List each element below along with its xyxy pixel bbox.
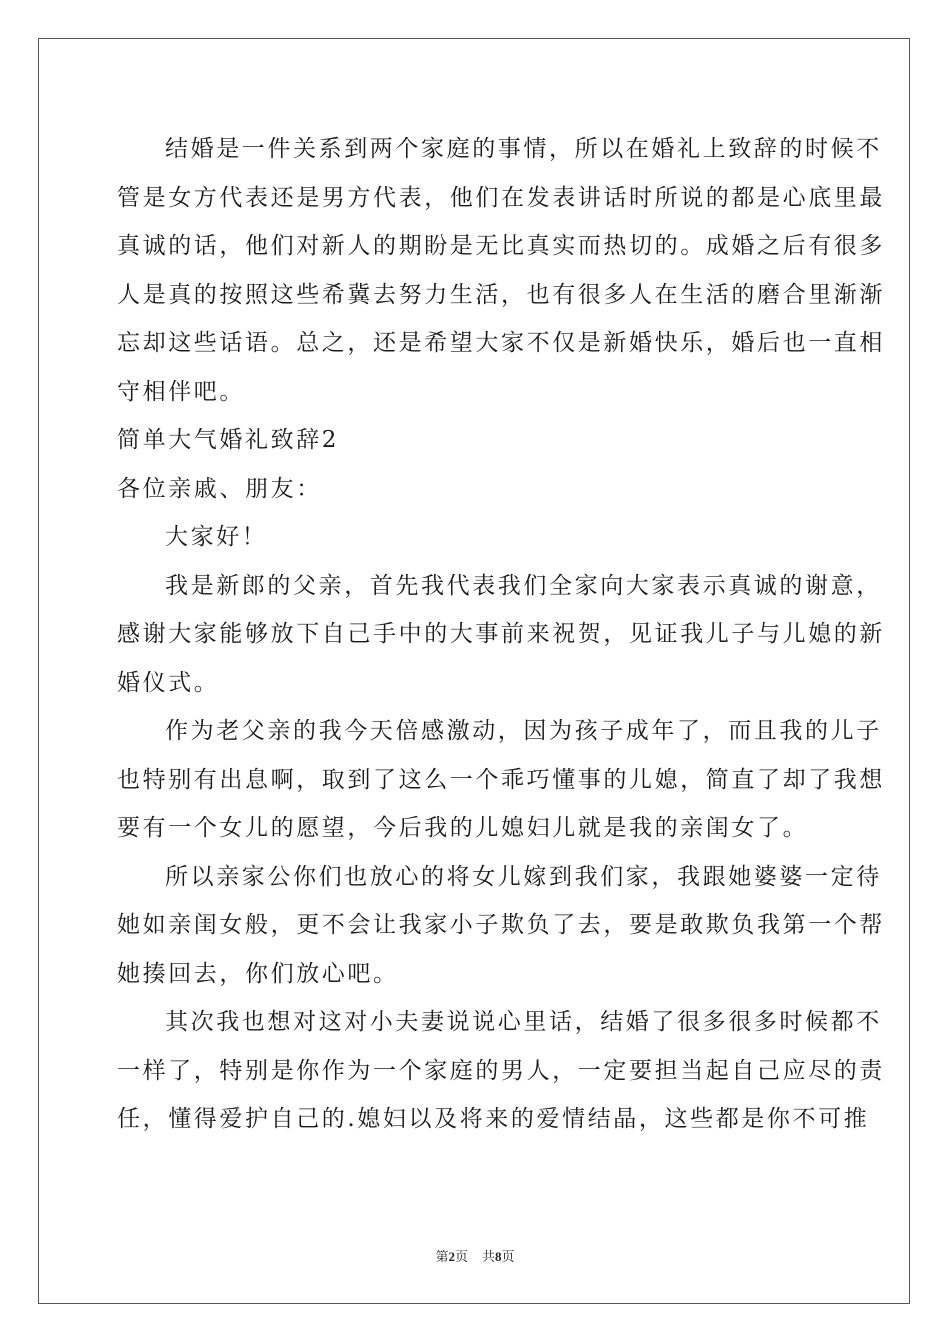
page-prefix: 第 — [435, 1250, 449, 1265]
paragraph-line: 管是女方代表还是男方代表，他们在发表讲话时所说的都是心底里最 — [117, 184, 885, 211]
paragraph-line: 一样了，特别是你作为一个家庭的男人，一定要担当起自己应尽的责 — [117, 1057, 885, 1084]
page-footer — [0, 1246, 950, 1265]
paragraph-line: 她揍回去，你们放心吧。 — [117, 960, 399, 987]
paragraph-line: 婚仪式。 — [117, 669, 220, 696]
paragraph-line: 忘却这些话语。总之，还是希望大家不仅是新婚快乐，婚后也一直相 — [117, 330, 885, 356]
paragraph-line: 要有一个女儿的愿望，今后我的儿媳妇儿就是我的亲闺女了。 — [117, 815, 809, 841]
paragraph-line: 她如亲闺女般，更不会让我家小子欺负了去，要是敢欺负我第一个帮 — [117, 912, 885, 938]
paragraph-line: 守相伴吧。 — [117, 378, 245, 405]
paragraph-line: 我是新郎的父亲，首先我代表我们全家向大家表示真诚的谢意， — [165, 572, 882, 599]
paragraph-line: 真诚的话，他们对新人的期盼是无比真实而热切的。成婚之后有很多 — [117, 233, 885, 259]
paragraph-line: 感谢大家能够放下自己手中的大事前来祝贺，见证我儿子与儿媳的新 — [117, 621, 885, 647]
page-suffix: 页 — [454, 1250, 468, 1265]
greeting: 大家好！ — [165, 524, 268, 550]
paragraph-line: 任，懂得爱护自己的.媳妇以及将来的爱情结晶，这些都是你不可推 — [117, 1106, 870, 1132]
paragraph-line: 也特别有出息啊，取到了这么一个乖巧懂事的儿媳，简直了却了我想 — [117, 766, 885, 793]
salutation: 各位亲戚、朋友： — [117, 475, 322, 502]
paragraph-line: 所以亲家公你们也放心的将女儿嫁到我们家，我跟她婆婆一定待 — [165, 863, 882, 890]
page-number: 2 — [448, 1249, 455, 1264]
total-pages: 8 — [495, 1249, 502, 1264]
paragraph-line: 其次我也想对这对小夫妻说说心里话，结婚了很多很多时候都不 — [165, 1009, 882, 1035]
total-suffix: 页 — [501, 1250, 515, 1265]
total-prefix: 共 — [482, 1250, 496, 1265]
document-body — [117, 125, 885, 1144]
section-title: 简单大气婚礼致辞2 — [117, 427, 340, 453]
paragraph-line: 作为老父亲的我今天倍感激动，因为孩子成年了，而且我的儿子 — [165, 718, 882, 744]
paragraph-line: 人是真的按照这些希冀去努力生活，也有很多人在生活的磨合里渐渐 — [117, 281, 885, 308]
paragraph-line: 结婚是一件关系到两个家庭的事情，所以在婚礼上致辞的时候不 — [165, 136, 882, 162]
